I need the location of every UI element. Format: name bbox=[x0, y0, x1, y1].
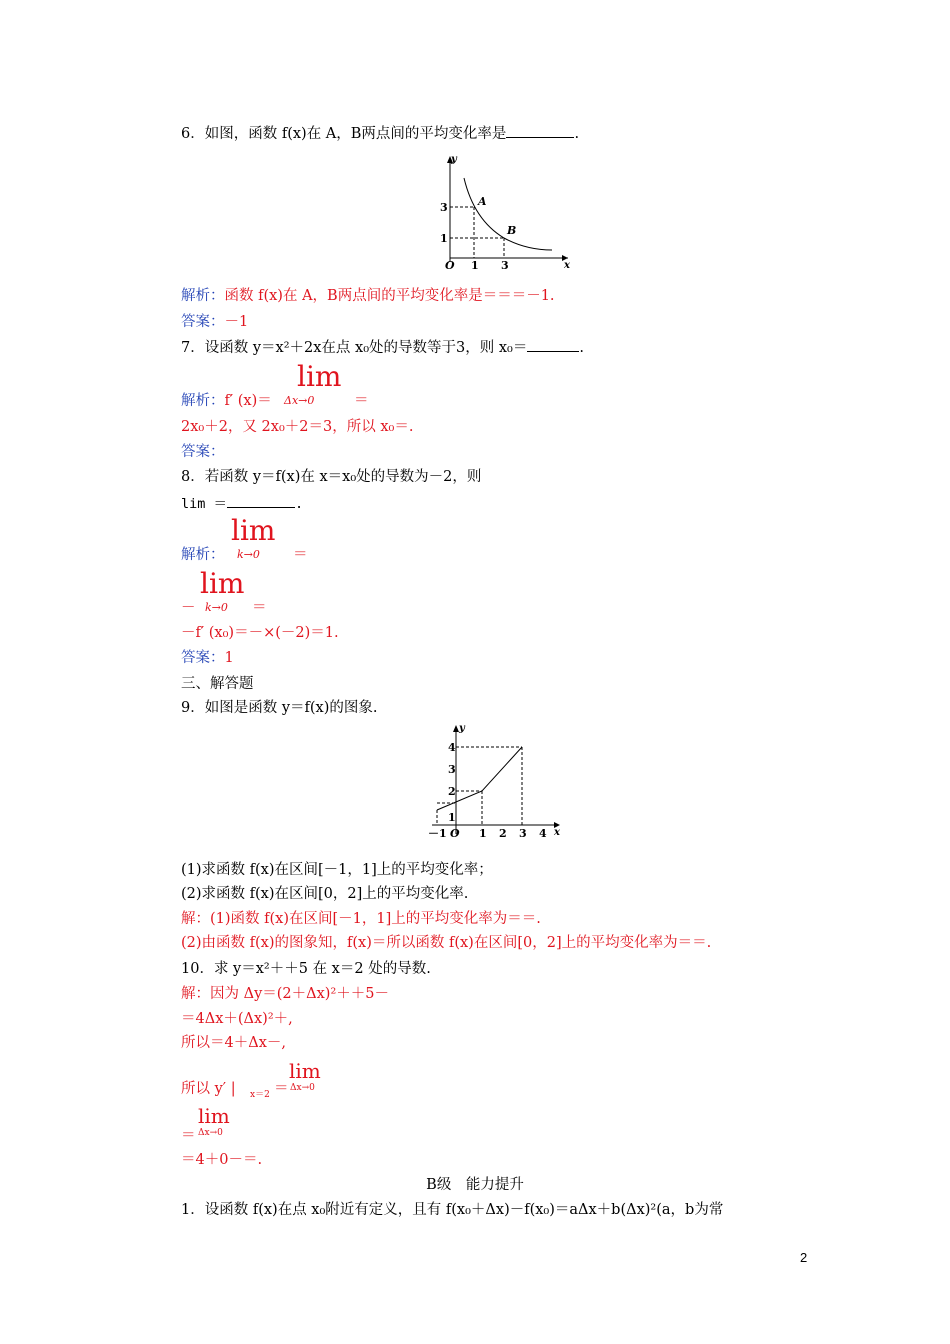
q8-lim-2-sub: k→0 bbox=[205, 601, 228, 614]
q6-answer-label: 答案： bbox=[181, 314, 225, 330]
q9-ytick-4: 4 bbox=[448, 741, 456, 754]
section-b-heading: B级 能力提升 bbox=[426, 1177, 524, 1193]
q7-eq: ＝ bbox=[354, 393, 369, 409]
q9-xtick-neg1: －1 bbox=[428, 827, 447, 840]
q7-analysis-a: f′ (x)＝ bbox=[224, 393, 272, 409]
q9-solution-2: (2)由函数 f(x)的图象知，f(x)＝所以函数 f(x)在区间[0，2]上的平均变化率为＝＝. bbox=[181, 935, 712, 951]
q6-blank bbox=[506, 124, 574, 138]
q9-graph bbox=[426, 722, 566, 846]
q8-question: 8．若函数 y＝f(x)在 x＝x₀处的导数为－2，则 bbox=[181, 469, 482, 485]
q6-end: . bbox=[574, 126, 580, 142]
q6-tick-3: 3 bbox=[501, 259, 509, 272]
q10-lim-2: lim bbox=[198, 1104, 230, 1128]
q6-question bbox=[181, 124, 579, 143]
q10-solution-5: ＝ bbox=[181, 1128, 196, 1144]
q7-analysis-label: 解析： bbox=[181, 393, 225, 409]
q8-lim-1-sub: k→0 bbox=[237, 548, 260, 561]
q9-ytick-3: 3 bbox=[448, 763, 456, 776]
q7-question bbox=[181, 338, 584, 357]
q6-graph bbox=[418, 150, 578, 272]
q6-ytick-3: 3 bbox=[440, 201, 448, 214]
q10-lim-1: lim bbox=[289, 1059, 321, 1083]
q9-xtick-4: 4 bbox=[539, 827, 547, 840]
q6-point-b: B bbox=[507, 224, 517, 237]
q10-solution-6: ＝4＋0－＝. bbox=[181, 1152, 263, 1168]
q10-solution-4: 所以 y′ | bbox=[181, 1081, 236, 1097]
q6-point-a: A bbox=[478, 195, 487, 208]
q8-answer-label: 答案： bbox=[181, 650, 225, 666]
q10-lim-2-sub: Δx→0 bbox=[198, 1128, 223, 1138]
q6-ytick-1: 1 bbox=[440, 232, 448, 245]
q8-end: . bbox=[295, 496, 304, 512]
q9-xtick-3: 3 bbox=[519, 827, 527, 840]
b1-question: 1．设函数 f(x)在点 x₀附近有定义，且有 f(x₀＋Δx)－f(x₀)＝aΔx＋b(Δx)²(a，b为常 bbox=[181, 1202, 724, 1218]
q8-answer-value: 1 bbox=[224, 650, 234, 666]
q9-x-label: x bbox=[554, 827, 560, 838]
q6-text: 6．如图，函数 f(x)在 A，B两点间的平均变化率是 bbox=[181, 126, 507, 142]
q10-lim-1-sub: Δx→0 bbox=[290, 1083, 315, 1093]
q7-text: 7．设函数 y＝x²＋2x在点 x₀处的导数等于3，则 x₀＝ bbox=[181, 340, 528, 356]
q9-xtick-2: 2 bbox=[499, 827, 507, 840]
q6-tick-1: 1 bbox=[471, 259, 479, 272]
q7-answer-label: 答案： bbox=[181, 444, 225, 460]
q6-analysis-text: 函数 f(x)在 A，B两点间的平均变化率是＝＝＝－1. bbox=[224, 288, 555, 304]
q8-lim-line bbox=[181, 494, 303, 513]
q8-lim-1: lim bbox=[231, 514, 276, 547]
q7-lim-sub: Δx→0 bbox=[284, 394, 315, 407]
q10-solution-2: ＝4Δx＋(Δx)²＋, bbox=[181, 1011, 293, 1027]
q10-solution-4-eq: ＝ bbox=[274, 1081, 289, 1097]
q8-lim-2: lim bbox=[200, 567, 245, 600]
q7-blank bbox=[527, 338, 579, 352]
q8-eq-1: ＝ bbox=[293, 547, 308, 563]
q7-end: . bbox=[579, 340, 584, 356]
q9-part-1: (1)求函数 f(x)在区间[－1，1]上的平均变化率； bbox=[181, 862, 493, 878]
q6-origin: O bbox=[445, 259, 455, 272]
q8-eq-2: ＝ bbox=[252, 600, 267, 616]
q8-answer bbox=[181, 649, 234, 667]
q10-question: 10．求 y＝x²＋＋5 在 x＝2 处的导数. bbox=[181, 961, 431, 977]
q9-question: 9．如图是函数 y＝f(x)的图象. bbox=[181, 700, 378, 716]
q6-analysis-label: 解析： bbox=[181, 288, 225, 304]
q9-part-2: (2)求函数 f(x)在区间[0，2]上的平均变化率. bbox=[181, 886, 469, 902]
q10-solution-4-sub: x＝2 bbox=[250, 1090, 270, 1100]
q8-minus: － bbox=[181, 600, 196, 616]
q6-answer bbox=[181, 313, 248, 331]
q6-answer-value: －1 bbox=[224, 314, 249, 330]
q9-solution-1: 解：(1)函数 f(x)在区间[－1，1]上的平均变化率为＝＝. bbox=[181, 911, 541, 927]
q9-ytick-1: 1 bbox=[448, 811, 456, 824]
q8-analysis-label: 解析： bbox=[181, 547, 225, 563]
q6-y-label: y bbox=[451, 154, 457, 165]
q6-analysis bbox=[181, 287, 555, 305]
q8-blank bbox=[227, 494, 295, 508]
q10-solution-3: 所以＝4＋Δx－, bbox=[181, 1035, 286, 1051]
q6-x-label: x bbox=[564, 260, 570, 271]
q8-lim-line-text: lim ＝ bbox=[181, 496, 228, 512]
q7-lim: lim bbox=[297, 360, 342, 393]
q9-origin: O bbox=[450, 827, 460, 840]
q9-y-label: y bbox=[459, 723, 465, 734]
section-3-heading: 三、解答题 bbox=[181, 676, 254, 692]
q9-xtick-1: 1 bbox=[479, 827, 487, 840]
q8-line3: －f′ (x₀)＝－×(－2)＝1. bbox=[181, 625, 339, 641]
q10-solution-1: 解：因为 Δy＝(2＋Δx)²＋＋5－ bbox=[181, 986, 389, 1002]
q7-analysis bbox=[181, 392, 272, 410]
page-number: 2 bbox=[800, 1250, 808, 1265]
q9-ytick-2: 2 bbox=[448, 785, 456, 798]
q7-line2: 2x₀＋2，又 2x₀＋2＝3，所以 x₀＝. bbox=[181, 419, 414, 435]
